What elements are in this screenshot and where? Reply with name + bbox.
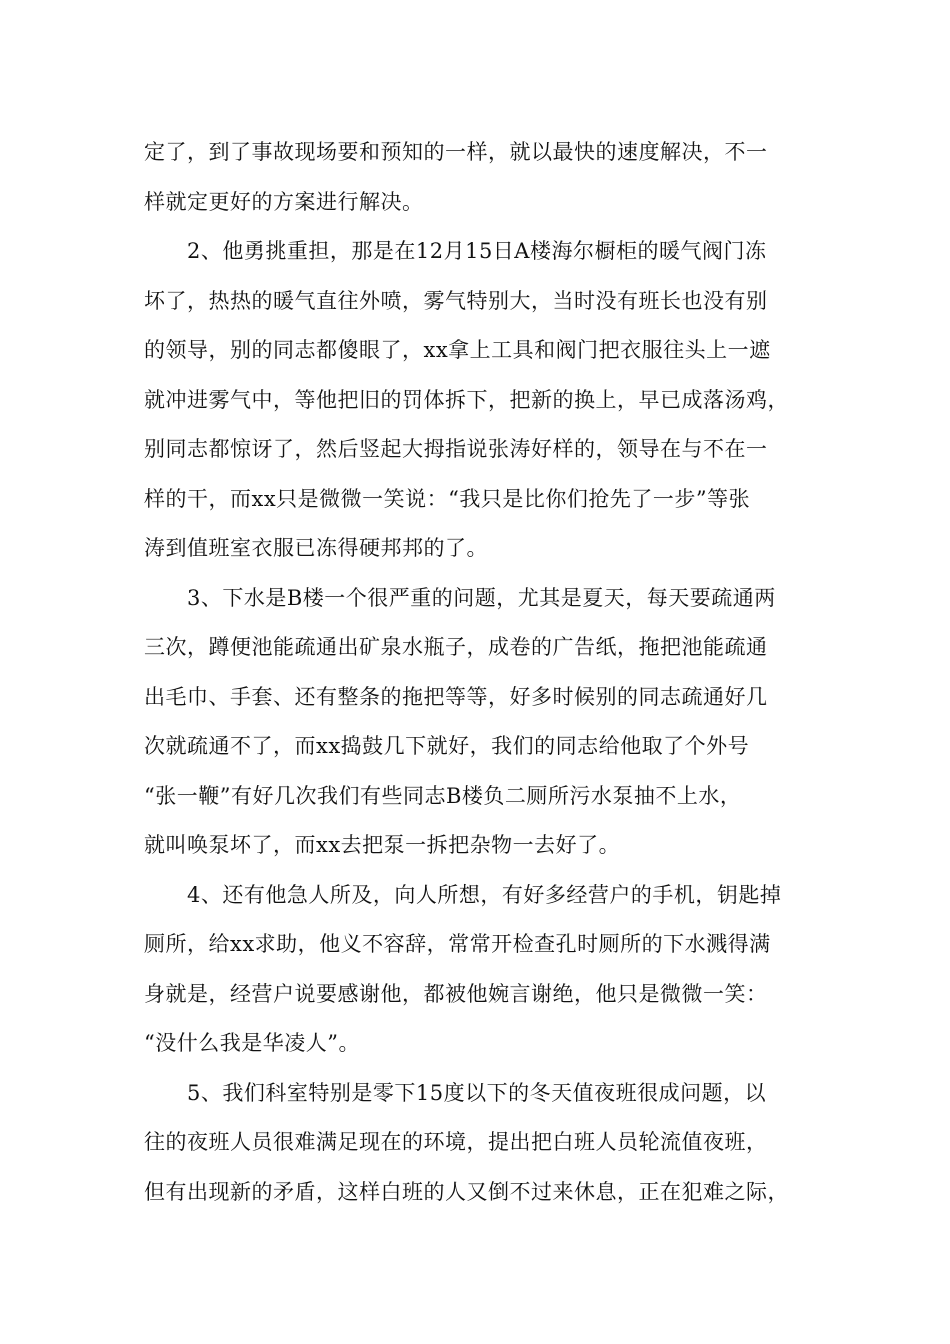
text-line: 厕所，给xx求助，他义不容辞，常常开检查孔时厕所的下水溅得满 <box>144 932 771 956</box>
text-line: 就冲进雾气中，等他把旧的罚体拆下，把新的换上，早已成落汤鸡， <box>144 387 789 412</box>
text-line: 往的夜班人员很难满足现在的环境，提出把白班人员轮流值夜班， <box>144 1130 768 1154</box>
text-line: 坏了，热热的暖气直往外喷，雾气特别大，当时没有班长也没有别 <box>144 288 768 313</box>
text-line: 4、还有他急人所及，向人所想，有好多经营户的手机，钥匙掉 <box>144 882 782 907</box>
text-line: 3、下水是B楼一个很严重的问题，尤其是夏天，每天要疏通两 <box>144 585 776 610</box>
text-line: “张一鞭”有好几次我们有些同志B楼负二厕所污水泵抽不上水， <box>144 783 742 808</box>
text-line: 5、我们科室特别是零下15度以下的冬天值夜班很成问题，以 <box>144 1080 767 1105</box>
text-line: 定了，到了事故现场要和预知的一样，就以最快的速度解决，不一 <box>144 140 768 164</box>
text-line: 涛到值班室衣服已冻得硬邦邦的了。 <box>144 536 488 560</box>
text-line: “没什么我是华凌人”。 <box>144 1031 360 1055</box>
text-line: 身就是，经营户说要感谢他，都被他婉言谢绝，他只是微微一笑： <box>144 981 768 1006</box>
text-line: 的领导，别的同志都傻眼了，xx拿上工具和阀门把衣服往头上一遮 <box>144 338 771 362</box>
text-line: 出毛巾、手套、还有整条的拖把等等，好多时候别的同志疏通好几 <box>144 684 768 709</box>
text-line: 但有出现新的矛盾，这样白班的人又倒不过来休息，正在犯难之际， <box>144 1179 789 1204</box>
text-line: 别同志都惊讶了，然后竖起大拇指说张涛好样的，领导在与不在一 <box>144 437 768 461</box>
text-line: 三次，蹲便池能疏通出矿泉水瓶子，成卷的广告纸，拖把池能疏通 <box>144 635 768 659</box>
text-line: 样就定更好的方案进行解决。 <box>144 189 424 214</box>
text-line: 样的干，而xx只是微微一笑说：“我只是比你们抢先了一步”等张 <box>144 486 751 511</box>
text-line: 就叫唤泵坏了，而xx去把泵一拆把杂物一去好了。 <box>144 833 621 857</box>
text-line: 2、他勇挑重担，那是在12月15日A楼海尔橱柜的暖气阀门冻 <box>144 239 767 263</box>
document-body <box>144 128 829 1217</box>
text-line: 次就疏通不了，而xx捣鼓几下就好，我们的同志给他取了个外号 <box>144 734 750 758</box>
